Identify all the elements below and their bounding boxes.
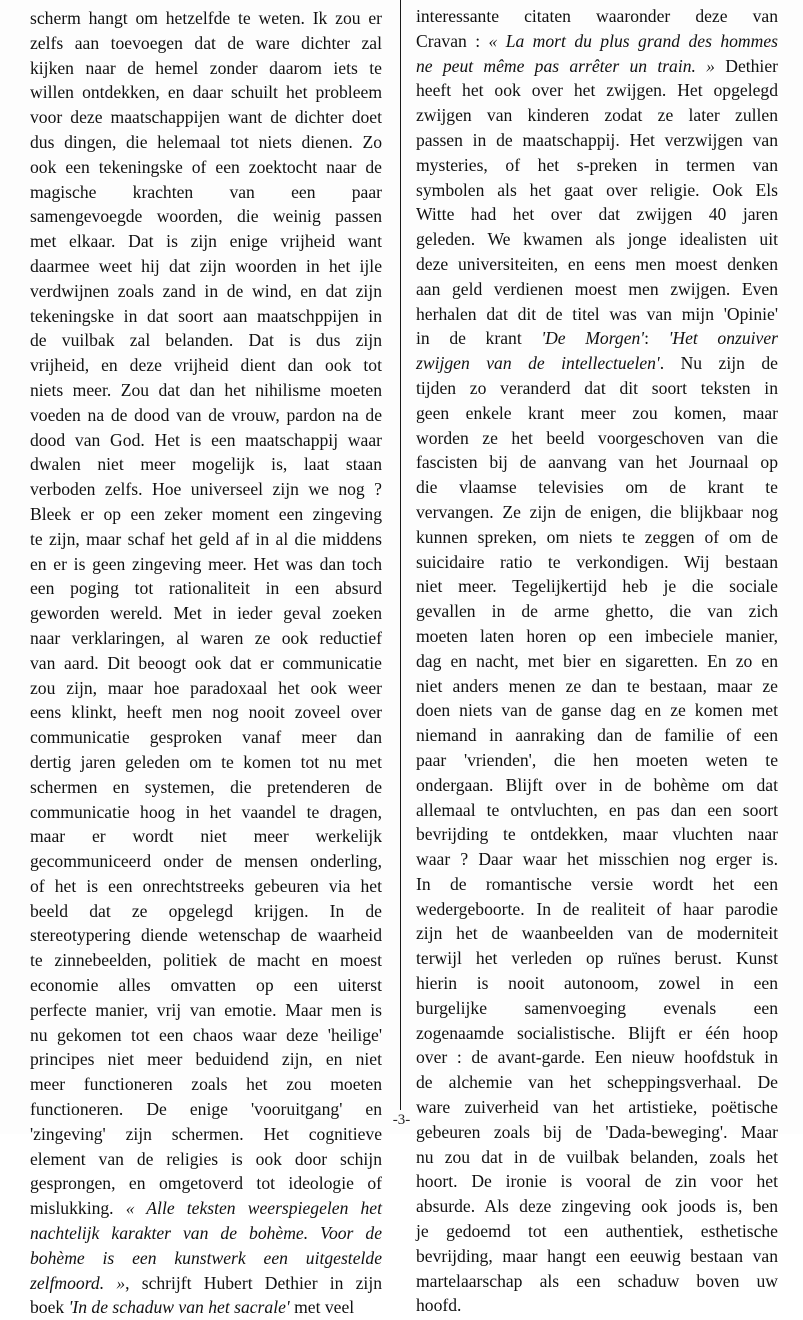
text-line: niets meer. Zou dat dan het nihilisme moeten (30, 379, 382, 400)
text-line: bevrijding te ontdekken, maar vluchten naar (416, 824, 778, 845)
text-line: hoofd. (416, 1295, 462, 1316)
page-number: -3- (392, 1112, 411, 1128)
text-line: principes niet meer beduidend zijn, en niet (30, 1049, 382, 1070)
text-line: boek 'In de schaduw van het sacrale' met veel (30, 1297, 355, 1318)
text-line: dus dingen, die helemaal tot niets dienen. Zo (30, 131, 382, 152)
text-line: maar er wordt niet meer werkelijk (30, 826, 382, 847)
text-line: terwijl het verleden op ruïnes berust. Kunst (416, 948, 778, 969)
text-line: die vlaamse televisies om de krant te (416, 477, 778, 498)
text-line: niet anders menen ze dan te bestaan, maar ze (416, 675, 778, 696)
text-line: vervangen. Ze zijn de enigen, die blijkbaar nog (416, 501, 778, 522)
text-line: niet meer. Tegelijkertijd heb je die sociale (416, 576, 778, 597)
text-line: bevrijding, maar hangt een eeuwig bestaan van (416, 1245, 778, 1266)
text-line: absurde. Als deze zingeving ook joods is, ben (416, 1196, 778, 1217)
text-line: passen in de maatschappij. Het verzwijgen van (416, 129, 778, 150)
text-line: heeft het ook over het zwijgen. Het opgelegd (416, 80, 778, 101)
text-line: een poging tot rationaliteit in een absurd (30, 578, 382, 599)
text-line: 'zingeving' zijn schermen. Het cognitieve (30, 1123, 382, 1144)
text-line: te zinnebeelden, politiek de macht en moest (30, 950, 382, 971)
text-line: magische krachten van een paar (30, 181, 382, 202)
text-line: gevallen in de arme ghetto, die van zich (416, 601, 778, 622)
text-line: zijn het de waanbeelden van de moderniteit (416, 923, 778, 944)
text-line: gecommuniceerd onder de mensen onderling, (30, 851, 382, 872)
text-line: perfecte manier, vrij van emotie. Maar men is (30, 999, 382, 1020)
text-line: ne peut même pas arrêter un train. » Dethier (416, 55, 778, 76)
text-line: doen niets van de ganse dag en ze komen met (416, 700, 778, 721)
text-line: paar 'vrienden', die hen moeten weten te (416, 749, 778, 770)
text-line: niemand in aanraking dan de familie of een (416, 725, 778, 746)
text-line: kijken naar de hemel zonder daarom iets te (30, 57, 382, 78)
text-line: kunnen spreken, om niets te zeggen of om de (416, 526, 778, 547)
text-line: samengevoegde woorden, die weinig passen (30, 206, 382, 227)
text-line: zou zijn, maar hoe paradoxaal het ook weer (30, 677, 382, 698)
text-line: en er is geen zingeving meer. Het was dan toch (30, 553, 382, 574)
text-line: dood van God. Het is een maatschappij waar (30, 429, 382, 450)
text-line: verdwijnen zoals zand in de wind, en dat zijn (30, 280, 382, 301)
text-line: element van de religies is ook door schijn (30, 1148, 382, 1169)
text-line: je gedoemd tot een authentiek, esthetische (416, 1221, 778, 1242)
text-line: dag en nacht, met bier en sigaretten. En zo en (416, 650, 778, 671)
text-line: worden ze het beeld voorgeschoven van die (416, 427, 778, 448)
text-line: martelaarschap als een schaduw boven uw (416, 1270, 778, 1291)
text-line: daarmee weet hij dat zijn woorden in het ijle (30, 255, 382, 276)
text-line: in de krant 'De Morgen': 'Het onzuiver (416, 328, 778, 349)
text-line: moeten laten horen op een imbeciele manier, (416, 625, 778, 646)
text-line: interessante citaten waaronder deze van (416, 6, 778, 26)
text-line: geleden. We kwamen als jonge idealisten uit (416, 229, 778, 250)
text-line: nu zou dat in de vuilbak belanden, zoals het (416, 1146, 778, 1167)
text-line: meer functioneren zoals het zou moeten (30, 1074, 382, 1095)
text-line: hoort. De ironie is vooral de zin voor het (416, 1171, 778, 1192)
text-line: de alchemie van het scheppingsverhaal. De (416, 1072, 778, 1093)
text-line: dertig jaren geleden om te komen tot nu met (30, 751, 382, 772)
text-line: willen ontdekken, en daar schuilt het probleem (30, 82, 382, 103)
text-line: te zijn, maar schaf het geld af in al die middens (30, 528, 382, 549)
text-line: tekeningske in dat soort aan maatschppijen in (30, 305, 382, 326)
text-line: zogenaamde socialistische. Blijft er één hoop (416, 1022, 778, 1043)
text-line: ook een tekeningske of een zoektocht naar de (30, 156, 382, 177)
text-line: naar verklaringen, al waren ze ook reductief (30, 627, 382, 648)
text-line: symbolen als het gaat over religie. Ook Els (416, 179, 778, 200)
text-line: Witte had het over dat zwijgen 40 jaren (416, 204, 778, 225)
text-line: Bleek er op een zeker moment een zingeving (30, 503, 382, 524)
text-line: de vuilbak zal belanden. Dat is dus zijn (30, 330, 382, 351)
text-line: economie alles omvatten op een uiterst (30, 975, 382, 996)
text-line: zwijgen van de intellectuelen'. Nu zijn de (416, 353, 778, 374)
text-line: zelfs aan toevoegen dat de ware dichter zal (30, 32, 382, 53)
text-line: verboden zelfs. Hoe universeel zijn we nog ? (30, 479, 382, 500)
text-line: tijden zo veranderd dat dit soort teksten in (416, 377, 778, 398)
text-line: of het is een onrechtstreeks gebeuren via het (30, 875, 382, 896)
text-line: schermen en systemen, die pretenderen de (30, 776, 382, 797)
text-line: met elkaar. Dat is zijn enige vrijheid want (30, 231, 382, 252)
text-line: over : de avant-garde. Een nieuw hoofdstuk in (416, 1047, 778, 1068)
text-line: ware zuiverheid van het artistieke, poëtische (416, 1097, 778, 1118)
text-line: fascisten bij de aanvang van het Journaal op (416, 452, 778, 473)
text-line: zwijgen van kinderen zodat ze later zullen (416, 105, 778, 126)
text-line: herhalen dat dit de titel was van mijn 'Opinie' (416, 303, 778, 324)
text-line: van aard. Dit beoogt ook dat er communicatie (30, 652, 382, 673)
text-line: Cravan : « La mort du plus grand des hommes (416, 30, 778, 51)
text-line: gebeuren zoals bij de 'Dada-beweging'. Maar (416, 1121, 778, 1142)
text-line: wedergeboorte. In de realiteit of haar parodie (416, 898, 778, 919)
text-line: communicatie hoog in het vaandel te dragen, (30, 801, 382, 822)
text-line: allemaal te ontvluchten, en pas dan een soort (416, 799, 778, 820)
text-line: suicidaire ratio te verkondigen. Wij bestaan (416, 551, 778, 572)
text-line: dwalen niet meer mogelijk is, laat staan (30, 454, 382, 475)
text-line: deze universiteiten, en eens men moest denken (416, 253, 778, 274)
text-line: bohème is een kunstwerk een uitgestelde (30, 1247, 382, 1268)
text-line: waar ? Daar waar het misschien nog erger is. (416, 849, 778, 870)
text-line: geen enkele krant meer zou komen, maar (416, 402, 778, 423)
text-line: eens klinkt, heeft men nog nooit zoveel over (30, 702, 382, 723)
text-line: voor deze maatschappijen want de dichter doet (30, 107, 382, 128)
text-line: hierin is nooit autonoom, zowel in een (416, 973, 778, 994)
text-line: communicatie gesproken vanaf meer dan (30, 727, 382, 748)
text-line: nu gekomen tot een chaos waar deze 'heilige' (30, 1024, 382, 1045)
text-line: nachtelijk karakter van de bohème. Voor de (30, 1223, 382, 1244)
text-line: beeld dat ze opgelegd krijgen. In de (30, 900, 382, 921)
text-line: zelfmoord. », schrijft Hubert Dethier in zijn (30, 1272, 382, 1293)
text-line: burgelijke samenvoeging evenals een (416, 997, 778, 1018)
text-line: functioneren. De enige 'vooruitgang' en (30, 1099, 382, 1120)
text-line: mislukking. « Alle teksten weerspiegelen het (30, 1198, 382, 1219)
text-line: geworden wereld. Met in ieder geval zoeken (30, 603, 382, 624)
text-line: aan geld verdienen moest men zwijgen. Even (416, 278, 778, 299)
text-line: vrijheid, en deze vrijheid dient dan ook tot (30, 355, 382, 376)
text-line: ondergaan. Blijft over in de bohème om dat (416, 774, 778, 795)
text-line: gesprongen, en omgetoverd tot ideologie of (30, 1173, 382, 1194)
text-line: voeden na de dood van de vrouw, pardon na de (30, 404, 382, 425)
column-divider (400, 0, 401, 1110)
text-line: In de romantische versie wordt het een (416, 873, 778, 894)
text-line: mysteries, of het s-preken in termen van (416, 154, 778, 175)
text-line: scherm hangt om hetzelfde te weten. Ik zou er (30, 8, 382, 28)
text-line: stereotypering diende wetenschap de waarheid (30, 925, 382, 946)
